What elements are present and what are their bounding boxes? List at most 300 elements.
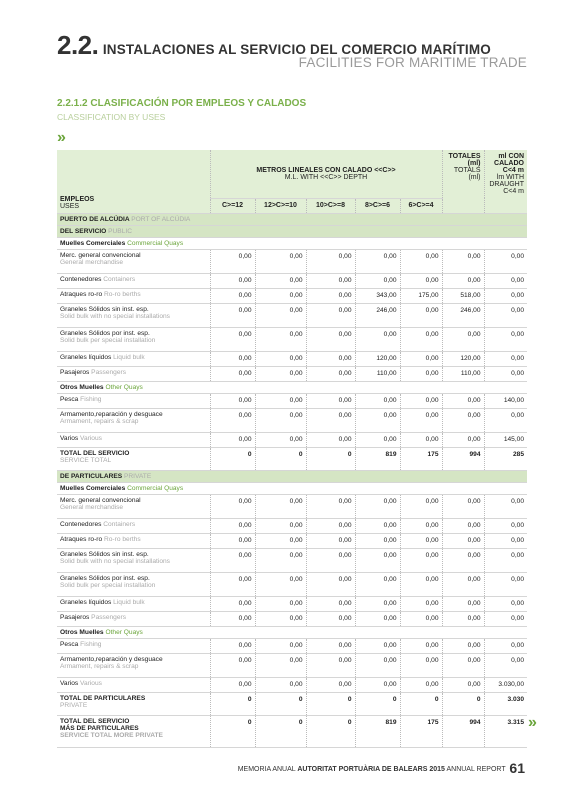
- table-cell: 0: [442, 693, 484, 716]
- header-empleos: [57, 150, 210, 214]
- table-row: [57, 495, 527, 519]
- header-metros: [210, 150, 442, 198]
- table-cell: 0,00: [442, 433, 484, 448]
- table-cell: 0,00: [484, 549, 527, 573]
- row-label-en: Liquid bulk: [113, 354, 145, 361]
- lm-with-label: lm WITH: [496, 174, 524, 181]
- table-cell: 0,00: [484, 597, 527, 612]
- other-quays-row: [57, 382, 527, 394]
- table-cell: 0,00: [484, 409, 527, 433]
- table-cell: 0,00: [255, 274, 306, 289]
- section-title-en: FACILITIES FOR MARITIME TRADE: [298, 55, 527, 70]
- commercial-quays-row: [57, 238, 527, 250]
- table-row: [57, 639, 527, 654]
- table-cell: 0: [255, 448, 306, 471]
- table-row: [57, 549, 527, 573]
- table-cell: 0,00: [442, 654, 484, 678]
- totales-label: TOTALES: [448, 153, 481, 160]
- table-cell: 343,00: [355, 289, 400, 304]
- table-cell: 246,00: [355, 304, 400, 328]
- row-label-en: Containers: [103, 521, 136, 528]
- row-label-en: Passengers: [91, 369, 126, 376]
- table-cell: 0,00: [355, 534, 400, 549]
- table-cell: 0,00: [355, 495, 400, 519]
- table-cell: 0,00: [306, 597, 355, 612]
- table-cell: 0,00: [355, 654, 400, 678]
- port-row-label-en: PORT OF ALCÚDIA: [131, 216, 191, 223]
- table-cell: 0,00: [355, 678, 400, 693]
- row-label-es: Varios: [60, 680, 79, 687]
- table-cell: 0: [210, 448, 255, 471]
- private-row: [57, 471, 527, 483]
- table-cell: 0,00: [306, 289, 355, 304]
- table-cell: 0,00: [210, 289, 255, 304]
- mlcon-label: ml CON: [498, 153, 524, 160]
- table-cell: 0,00: [355, 394, 400, 409]
- table-cell: 0,00: [306, 678, 355, 693]
- table-cell: 0,00: [400, 304, 442, 328]
- row-label: [57, 495, 210, 519]
- table-cell: 819: [355, 448, 400, 471]
- page-number: 61: [509, 760, 525, 776]
- row-label-es: Graneles líquidos: [60, 599, 112, 606]
- table-cell: 994: [442, 716, 484, 748]
- row-label-es: Graneles Sólidos sin inst. esp.: [60, 306, 149, 313]
- row-label-en: General merchandise: [60, 504, 124, 511]
- row-label-es: Contenedores: [60, 521, 102, 528]
- table-cell: 0,00: [400, 274, 442, 289]
- table-cell: 145,00: [484, 433, 527, 448]
- commercial-quays-row-cell: [57, 238, 527, 250]
- table-cell: 0,00: [442, 394, 484, 409]
- row-label-es: Graneles Sólidos por inst. esp.: [60, 575, 150, 582]
- table-cell: 0,00: [442, 274, 484, 289]
- port-row: [57, 214, 527, 226]
- total-all-row-es2: MÁS DE PARTICULARES: [60, 725, 139, 732]
- metros-label: METROS LINEALES CON CALADO <<C>>: [256, 166, 396, 174]
- table-cell: 0: [400, 693, 442, 716]
- table-row: [57, 534, 527, 549]
- table-cell: 0,00: [306, 573, 355, 597]
- table-cell: 0,00: [484, 639, 527, 654]
- table-row: [57, 519, 527, 534]
- row-label-en: Fishing: [80, 396, 102, 403]
- table-cell: 0,00: [210, 678, 255, 693]
- table-cell: 0,00: [484, 534, 527, 549]
- table-cell: 0,00: [355, 519, 400, 534]
- table-cell: 3.030,00: [484, 678, 527, 693]
- table-cell: 0: [355, 693, 400, 716]
- table-cell: 0,00: [255, 352, 306, 367]
- other-quays-row-cell: [57, 627, 527, 639]
- row-label-es: Graneles líquidos: [60, 354, 112, 361]
- table-cell: 0,00: [210, 654, 255, 678]
- uses-table-wrap: [57, 150, 527, 748]
- table-cell: 0,00: [442, 612, 484, 627]
- table-cell: 0,00: [484, 289, 527, 304]
- private-row-label-en: PRIVATE: [124, 473, 152, 480]
- table-cell: 0: [306, 693, 355, 716]
- table-cell: 246,00: [442, 304, 484, 328]
- table-row: [57, 409, 527, 433]
- table-cell: 0,00: [442, 639, 484, 654]
- table-cell: 0,00: [355, 409, 400, 433]
- table-cell: 0,00: [210, 250, 255, 274]
- table-row: [57, 289, 527, 304]
- table-cell: 0,00: [210, 519, 255, 534]
- row-label-en: Solid bulk with no special installations: [60, 313, 170, 320]
- table-cell: 0,00: [442, 678, 484, 693]
- row-label-en: Fishing: [80, 641, 102, 648]
- metros-en-label: M.L. WITH <<C>> DEPTH: [284, 173, 368, 181]
- row-label: [57, 433, 210, 448]
- row-label: [57, 597, 210, 612]
- row-label-en: Liquid bulk: [113, 599, 145, 606]
- other-quays-row-label: Otros Muelles: [60, 629, 104, 636]
- total-all-row: [57, 716, 527, 748]
- table-cell: 0,00: [255, 433, 306, 448]
- private-row-label: DE PARTICULARES: [60, 473, 123, 480]
- total-private-row-es: TOTAL DE PARTICULARES: [60, 695, 146, 702]
- row-label-es: Armamento,reparación y desguace: [60, 411, 163, 418]
- footer-report: ANNUAL REPORT: [446, 766, 506, 773]
- private-row-cell: [57, 471, 527, 483]
- table-cell: 0,00: [210, 328, 255, 352]
- row-label: [57, 250, 210, 274]
- row-label-en: Various: [80, 680, 102, 687]
- table-cell: 0,00: [210, 274, 255, 289]
- row-label: [57, 328, 210, 352]
- table-cell: 0,00: [306, 304, 355, 328]
- row-label: [57, 639, 210, 654]
- table-cell: 0,00: [400, 597, 442, 612]
- table-cell: 0,00: [355, 250, 400, 274]
- row-label-en: Armament, repairs & scrap: [60, 663, 139, 670]
- table-cell: 3.315: [484, 716, 527, 748]
- table-row: [57, 250, 527, 274]
- page-footer: [238, 760, 525, 776]
- public-row: [57, 226, 527, 238]
- table-cell: 175: [400, 716, 442, 748]
- other-quays-row-label: Otros Muelles: [60, 384, 104, 391]
- table-row: [57, 304, 527, 328]
- row-label: [57, 367, 210, 382]
- header-totales: [442, 150, 484, 214]
- table-row: [57, 352, 527, 367]
- row-label-es: Pasajeros: [60, 614, 90, 621]
- total-all-row-en: SERVICE TOTAL MORE PRIVATE: [60, 732, 163, 739]
- page-header: [57, 30, 527, 70]
- row-label-en: Solid bulk per special installation: [60, 337, 156, 344]
- table-cell: 0,00: [210, 597, 255, 612]
- table-cell: 0,00: [306, 654, 355, 678]
- table-row: [57, 433, 527, 448]
- row-label: [57, 519, 210, 534]
- table-cell: 0,00: [484, 367, 527, 382]
- row-label-en: Solid bulk per special installation: [60, 582, 156, 589]
- table-cell: 0,00: [306, 549, 355, 573]
- port-row-cell: [57, 214, 527, 226]
- public-row-cell: [57, 226, 527, 238]
- uses-table: [57, 150, 527, 748]
- table-cell: 0,00: [442, 573, 484, 597]
- table-cell: 0,00: [255, 409, 306, 433]
- table-cell: 0,00: [484, 573, 527, 597]
- table-cell: 0,00: [400, 573, 442, 597]
- total-all-row-es1: TOTAL DEL SERVICIO: [60, 718, 130, 725]
- table-cell: 0,00: [306, 409, 355, 433]
- public-row-label-en: PUBLIC: [108, 228, 132, 235]
- commercial-quays-row: [57, 483, 527, 495]
- table-cell: 518,00: [442, 289, 484, 304]
- table-cell: 0,00: [484, 612, 527, 627]
- table-cell: 0,00: [255, 519, 306, 534]
- table-cell: 819: [355, 716, 400, 748]
- table-cell: 0,00: [255, 250, 306, 274]
- row-label-es: Pasajeros: [60, 369, 90, 376]
- totales-ml-label: (ml): [467, 160, 481, 167]
- table-cell: 0,00: [306, 352, 355, 367]
- table-cell: 0,00: [400, 328, 442, 352]
- table-cell: 0,00: [400, 495, 442, 519]
- table-cell: 0,00: [210, 639, 255, 654]
- table-cell: 0,00: [484, 352, 527, 367]
- row-label-es: Atraques ro-ro: [60, 291, 103, 298]
- depth-col-1: C>=12: [210, 198, 255, 214]
- table-row: [57, 274, 527, 289]
- row-label: [57, 654, 210, 678]
- table-cell: 0,00: [442, 495, 484, 519]
- table-cell: 0,00: [306, 274, 355, 289]
- table-cell: 0,00: [255, 612, 306, 627]
- calado-label: CALADO: [494, 160, 524, 167]
- c4-label: C<4 m: [502, 167, 524, 174]
- header-ml-con-calado: [484, 150, 527, 214]
- table-cell: 0,00: [210, 352, 255, 367]
- table-cell: 0,00: [442, 549, 484, 573]
- row-label-en: Various: [80, 435, 102, 442]
- row-label-en: Ro-ro berths: [104, 291, 141, 298]
- table-cell: 0,00: [400, 639, 442, 654]
- table-row: [57, 597, 527, 612]
- table-cell: 0,00: [484, 274, 527, 289]
- table-cell: 0,00: [442, 519, 484, 534]
- table-cell: 140,00: [484, 394, 527, 409]
- table-cell: 0,00: [400, 612, 442, 627]
- table-row: [57, 394, 527, 409]
- table-cell: 0,00: [210, 367, 255, 382]
- table-cell: 0,00: [400, 352, 442, 367]
- table-cell: 0,00: [255, 304, 306, 328]
- table-cell: 0,00: [255, 597, 306, 612]
- row-label-en: Containers: [103, 276, 136, 283]
- table-cell: 0,00: [306, 433, 355, 448]
- total-all-row-label: [57, 716, 210, 748]
- table-row: [57, 573, 527, 597]
- row-label-es: Armamento,reparación y desguace: [60, 656, 163, 663]
- other-quays-row: [57, 627, 527, 639]
- total-private-row-en: PRIVATE: [60, 702, 88, 709]
- table-cell: 0,00: [355, 597, 400, 612]
- table-cell: 0,00: [306, 612, 355, 627]
- table-cell: 0,00: [355, 549, 400, 573]
- table-cell: 0,00: [255, 328, 306, 352]
- table-cell: 110,00: [442, 367, 484, 382]
- row-label-es: Atraques ro-ro: [60, 536, 103, 543]
- chevron-right-icon: »: [57, 129, 66, 146]
- table-cell: 0,00: [400, 250, 442, 274]
- table-cell: 0,00: [210, 495, 255, 519]
- table-cell: 0: [210, 693, 255, 716]
- totals-label: TOTALS: [453, 167, 481, 174]
- other-quays-row-cell: [57, 382, 527, 394]
- c4-en-label: C<4 m: [503, 188, 524, 195]
- table-cell: 0: [255, 693, 306, 716]
- row-label-en: Passengers: [91, 614, 126, 621]
- table-cell: 0,00: [210, 433, 255, 448]
- row-label: [57, 409, 210, 433]
- table-cell: 0: [306, 448, 355, 471]
- table-cell: 0,00: [484, 654, 527, 678]
- table-cell: 0,00: [255, 654, 306, 678]
- chevron-right-icon: »: [528, 714, 537, 731]
- depth-col-3: 10>C>=8: [306, 198, 355, 214]
- commercial-quays-row-label-en: Commercial Quays: [127, 240, 184, 247]
- table-cell: 0: [210, 716, 255, 748]
- table-cell: 0,00: [210, 304, 255, 328]
- footer-org: AUTORITAT PORTUÀRIA DE BALEARS 2015: [297, 766, 445, 773]
- row-label-en: General merchandise: [60, 259, 124, 266]
- table-cell: 0,00: [306, 534, 355, 549]
- table-cell: 0,00: [442, 250, 484, 274]
- depth-col-4: 8>C>=6: [355, 198, 400, 214]
- table-cell: 0,00: [255, 367, 306, 382]
- row-label: [57, 394, 210, 409]
- footer-memoria: MEMORIA ANUAL: [237, 766, 296, 773]
- row-label-es: Merc. general convencional: [60, 497, 141, 504]
- table-cell: 0,00: [255, 639, 306, 654]
- table-cell: 0,00: [255, 495, 306, 519]
- table-cell: 0,00: [306, 367, 355, 382]
- table-cell: 0,00: [400, 519, 442, 534]
- table-cell: 120,00: [442, 352, 484, 367]
- total-private-row: [57, 693, 527, 716]
- table-cell: 0,00: [210, 612, 255, 627]
- table-cell: 0,00: [442, 534, 484, 549]
- row-label-es: Graneles Sólidos sin inst. esp.: [60, 551, 149, 558]
- total-service-row-en: SERVICE TOTAL: [60, 457, 112, 464]
- table-cell: 0,00: [484, 519, 527, 534]
- row-label: [57, 573, 210, 597]
- table-cell: 994: [442, 448, 484, 471]
- row-label: [57, 352, 210, 367]
- table-cell: 0,00: [484, 495, 527, 519]
- row-label: [57, 289, 210, 304]
- total-service-row-es: TOTAL DEL SERVICIO: [60, 450, 130, 457]
- table-cell: 0,00: [400, 394, 442, 409]
- table-cell: 0,00: [400, 534, 442, 549]
- table-cell: 0,00: [255, 394, 306, 409]
- table-cell: 0,00: [400, 678, 442, 693]
- table-cell: 175,00: [400, 289, 442, 304]
- table-cell: 0,00: [210, 534, 255, 549]
- section-number: 2.2.: [57, 30, 99, 60]
- table-cell: 285: [484, 448, 527, 471]
- table-cell: 0,00: [484, 250, 527, 274]
- row-label: [57, 534, 210, 549]
- table-row: [57, 654, 527, 678]
- table-cell: 0,00: [400, 549, 442, 573]
- table-cell: 0,00: [210, 394, 255, 409]
- table-cell: 0,00: [355, 274, 400, 289]
- row-label-es: Pesca: [60, 641, 79, 648]
- table-cell: 0,00: [400, 433, 442, 448]
- table-cell: 0,00: [306, 519, 355, 534]
- table-cell: 0,00: [255, 549, 306, 573]
- table-cell: 0,00: [400, 409, 442, 433]
- table-cell: 0: [306, 716, 355, 748]
- port-row-label: PUERTO DE ALCÚDIA: [60, 216, 130, 223]
- table-cell: 0,00: [210, 573, 255, 597]
- table-cell: 120,00: [355, 352, 400, 367]
- depth-col-2: 12>C>=10: [255, 198, 306, 214]
- table-cell: 0,00: [210, 409, 255, 433]
- table-cell: 0,00: [355, 328, 400, 352]
- uses-label: USES: [60, 203, 80, 210]
- table-cell: 175: [400, 448, 442, 471]
- row-label-es: Varios: [60, 435, 79, 442]
- table-cell: 0,00: [484, 328, 527, 352]
- row-label: [57, 304, 210, 328]
- table-row: [57, 328, 527, 352]
- table-cell: 0,00: [306, 394, 355, 409]
- subsection-title: 2.2.1.2 CLASIFICACIÓN POR EMPLEOS Y CALADOS: [57, 98, 307, 109]
- row-label-es: Contenedores: [60, 276, 102, 283]
- table-row: [57, 612, 527, 627]
- table-cell: 0,00: [355, 573, 400, 597]
- table-cell: 0,00: [255, 289, 306, 304]
- table-cell: 3.030: [484, 693, 527, 716]
- table-cell: 0,00: [255, 573, 306, 597]
- table-cell: 0,00: [255, 678, 306, 693]
- row-label-en: Solid bulk with no special installations: [60, 558, 170, 565]
- table-cell: 0: [255, 716, 306, 748]
- table-cell: 0,00: [442, 409, 484, 433]
- commercial-quays-row-cell: [57, 483, 527, 495]
- other-quays-row-label-en: Other Quays: [105, 629, 143, 636]
- section-title: INSTALACIONES AL SERVICIO DEL COMERCIO MARÍTIMO: [102, 42, 491, 57]
- public-row-label: DEL SERVICIO: [60, 228, 107, 235]
- table-row: [57, 678, 527, 693]
- total-service-row: [57, 448, 527, 471]
- subsection-header: [57, 98, 306, 122]
- table-cell: 0,00: [255, 534, 306, 549]
- table-cell: 0,00: [484, 304, 527, 328]
- commercial-quays-row-label: Muelles Comerciales: [60, 485, 126, 492]
- draught-label: DRAUGHT: [489, 181, 524, 188]
- table-row: [57, 367, 527, 382]
- row-label: [57, 612, 210, 627]
- row-label-es: Graneles Sólidos por inst. esp.: [60, 330, 150, 337]
- total-service-row-label: [57, 448, 210, 471]
- subsection-title-en: CLASSIFICATION BY USES: [57, 112, 166, 122]
- totals-ml-label: (ml): [468, 174, 481, 181]
- row-label-es: Merc. general convencional: [60, 252, 141, 259]
- table-cell: 0,00: [355, 639, 400, 654]
- empleos-label: EMPLEOS: [60, 196, 95, 203]
- table-cell: 0,00: [210, 549, 255, 573]
- other-quays-row-label-en: Other Quays: [105, 384, 143, 391]
